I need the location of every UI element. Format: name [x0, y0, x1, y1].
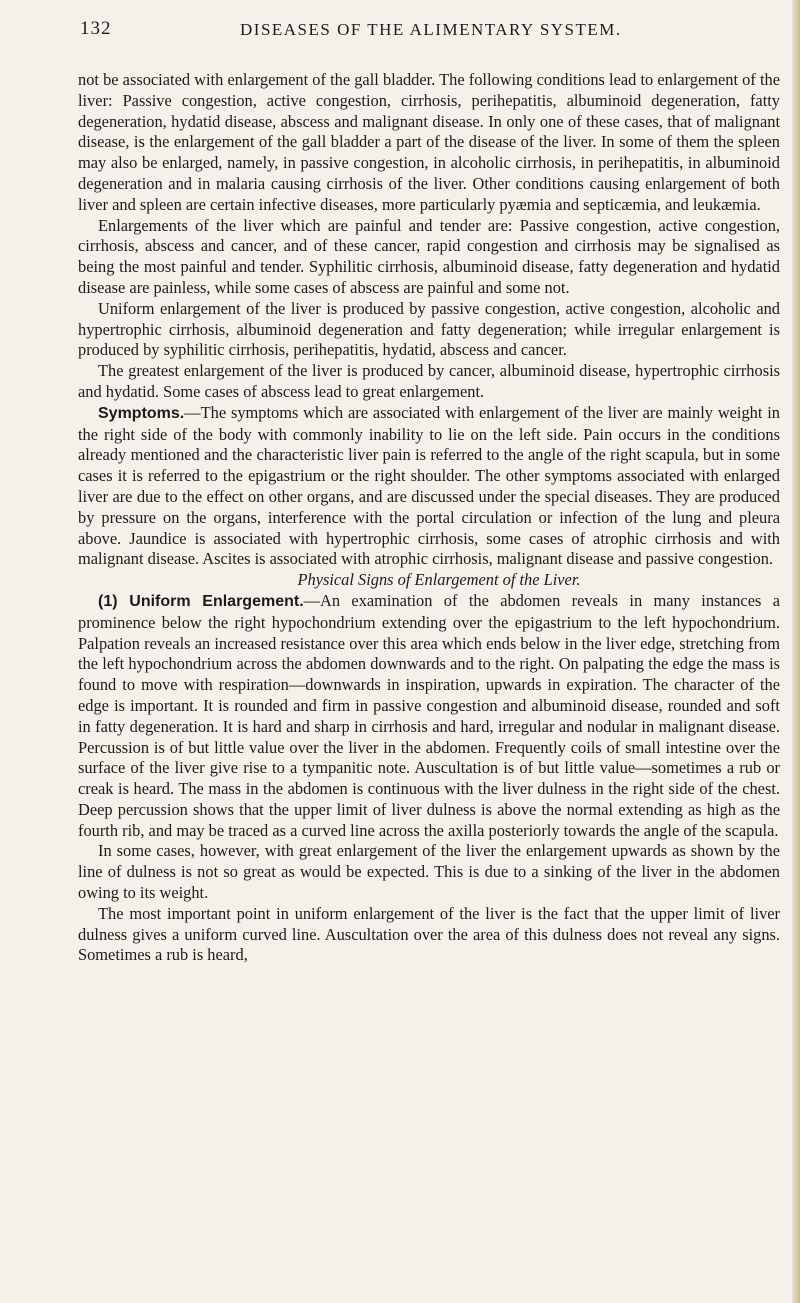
body-paragraph: not be associated with enlargement of the gall bladder. The following conditions lead to enlargement of the liver: Passive congestion, active congestion, cirrhosis, perihepatitis, albuminoid degeneration, fatty degeneration, hydatid disease, abscess and malignant disease. In only one of these cases, that of malignant disease, is the enlargement of the gall bladder a part of the disease of the liver. In some of them the spleen may also be enlarged, namely, in passive congestion, in alcoholic cirrhosis, in perihepatitis, in albuminoid degeneration and in malaria causing cirrhosis of the liver. Other conditions causing enlargement of both liver and spleen are certain infective diseases, more particularly pyæmia and septicæmia, and leukæmia.: [78, 70, 780, 214]
page-body: [78, 70, 780, 966]
body-paragraph: The most important point in uniform enlargement of the liver is the fact that the upper limit of liver dulness gives a uniform curved line. Auscultation over the area of this dulness does not reveal any signs. Sometimes a rub is heard,: [78, 903, 780, 965]
symptoms-heading: Symptoms.: [98, 404, 185, 422]
body-paragraph: Enlargements of the liver which are painful and tender are: Passive congestion, active congestion, cirrhosis, abscess and cancer, and of these cancer, rapid congestion and cirrhosis may be signalised as being the most painful and tender. Syphilitic cirrhosis, albuminoid disease, fatty degeneration and hydatid disease are painless, while some cases of abscess are painful and some not.: [78, 215, 780, 297]
uniform-enlargement-text: —An examination of the abdomen reveals in many instances a prominence below the right hypochondrium extending over the epigastrium to the left hypochondrium. Palpation reveals an increased resistance over this area which ends below in the liver edge, stretching from the left hypochondrium across the abdomen downwards and to the right. On palpating the edge the mass is found to move with respiration—downwards in inspiration, upwards in expiration. The character of the edge is important. It is rounded and firm in passive congestion and albuminoid disease, rounded and soft in fatty degeneration. It is hard and sharp in cirrhosis and hard, irregular and nodular in malignant disease. Percussion is of but little value over the liver in the abdomen. Frequently coils of small intestine over the surface of the liver give rise to a tympanitic note. Auscultation is of but little value—sometimes a rub or creak is heard. The mass in the abdomen is continuous with the liver dulness in the right side of the chest. Deep percussion shows that the upper limit of liver dulness is above the normal extending as high as the fourth rib, and may be traced as a curved line across the axilla posteriorly towards the angle of the scapula.: [78, 590, 780, 840]
page-header: [40, 18, 740, 48]
uniform-enlargement-paragraph: [78, 591, 780, 842]
page-number: 132: [80, 18, 112, 39]
symptoms-paragraph: [78, 403, 780, 570]
uniform-enlargement-heading: (1) Uniform Enlargement.: [98, 592, 304, 610]
page-edge-shadow: [792, 0, 800, 1303]
symptoms-text: —The symptoms which are associated with enlargement of the liver are mainly weight in the right side of the body with commonly inability to lie on the left side. Pain occurs in the conditions already mentioned and the characteristic liver pain is referred to the angle of the right scapula, but in some cases it is referred to the epigastrium or the right shoulder. The other symptoms associated with enlarged liver are due to the effect on other organs, and are discussed under the special diseases. They are produced by pressure on the organs, interference with the portal circulation or infection of the lung and pleura above. Jaundice is associated with hypertrophic cirrhosis, some cases of atrophic cirrhosis and with malignant disease. Ascites is associated with atrophic cirrhosis, malignant disease and passive congestion.: [78, 402, 780, 569]
running-head: DISEASES OF THE ALIMENTARY SYSTEM.: [240, 20, 622, 39]
section-subheading: Physical Signs of Enlargement of the Liver.: [297, 570, 581, 590]
body-paragraph: In some cases, however, with great enlargement of the liver the enlargement upwards as shown by the line of dulness is not so great as would be expected. This is due to a sinking of the liver in the abdomen owing to its weight.: [78, 841, 780, 903]
body-paragraph: The greatest enlargement of the liver is produced by cancer, albuminoid disease, hypertrophic cirrhosis and hydatid. Some cases of abscess lead to great enlargement.: [78, 361, 780, 401]
body-paragraph: Uniform enlargement of the liver is produced by passive congestion, active congestion, alcoholic and hypertrophic cirrhosis, albuminoid degeneration and fatty degeneration; while irregular enlargement is produced by syphilitic cirrhosis, perihepatitis, hydatid, abscess and cancer.: [78, 298, 780, 360]
